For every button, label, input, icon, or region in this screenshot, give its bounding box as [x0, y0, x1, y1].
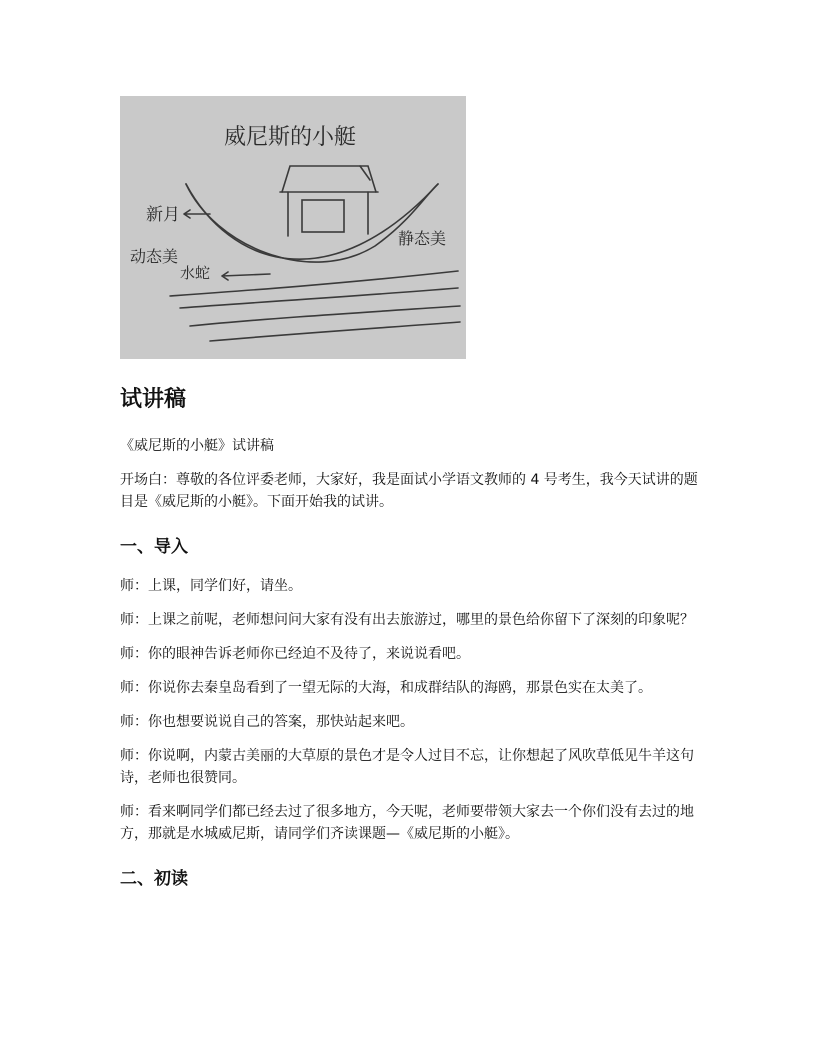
section-1-heading: 一、导入	[120, 537, 188, 557]
intro-paragraph: 开场白：尊敬的各位评委老师，大家好，我是面试小学语文教师的 4 号考生，我今天试讲的题目是《威尼斯的小艇》。下面开始我的试讲。	[120, 472, 698, 510]
paragraph: 师：你也想要说说自己的答案，那快站起来吧。	[120, 714, 414, 730]
paragraph: 师：你的眼神告诉老师你已经迫不及待了，来说说看吧。	[120, 646, 470, 662]
sketch-label-left-mid: 动态美	[130, 247, 179, 266]
paragraph: 师：你说啊，内蒙古美丽的大草原的景色才是令人过目不忘，让你想起了风吹草低见牛羊这句诗，老师也很赞同。	[120, 748, 694, 786]
paragraph: 师：上课，同学们好，请坐。	[120, 578, 302, 594]
sketch-label-water: 水蛇	[180, 264, 211, 282]
boat-sketch-image	[120, 96, 466, 359]
paragraph: 师：你说你去秦皇岛看到了一望无际的大海，和成群结队的海鸥，那景色实在太美了。	[120, 680, 652, 696]
sketch-label-right: 静态美	[398, 229, 447, 248]
paragraph: 师：看来啊同学们都已经去过了很多地方，今天呢，老师要带领大家去一个你们没有去过的地方，那就是水城威尼斯，请同学们齐读课题—《威尼斯的小艇》。	[120, 804, 694, 842]
document-title: 试讲稿	[120, 387, 187, 412]
section-2-heading: 二、初读	[120, 869, 188, 889]
document-page	[120, 96, 700, 907]
sketch-heading: 威尼斯的小艇	[224, 125, 357, 150]
sketch-label-left-top: 新月	[146, 205, 180, 225]
paragraph: 师：上课之前呢，老师想问问大家有没有出去旅游过，哪里的景色给你留下了深刻的印象呢？	[120, 612, 694, 628]
document-subtitle: 《威尼斯的小艇》试讲稿	[120, 438, 274, 454]
